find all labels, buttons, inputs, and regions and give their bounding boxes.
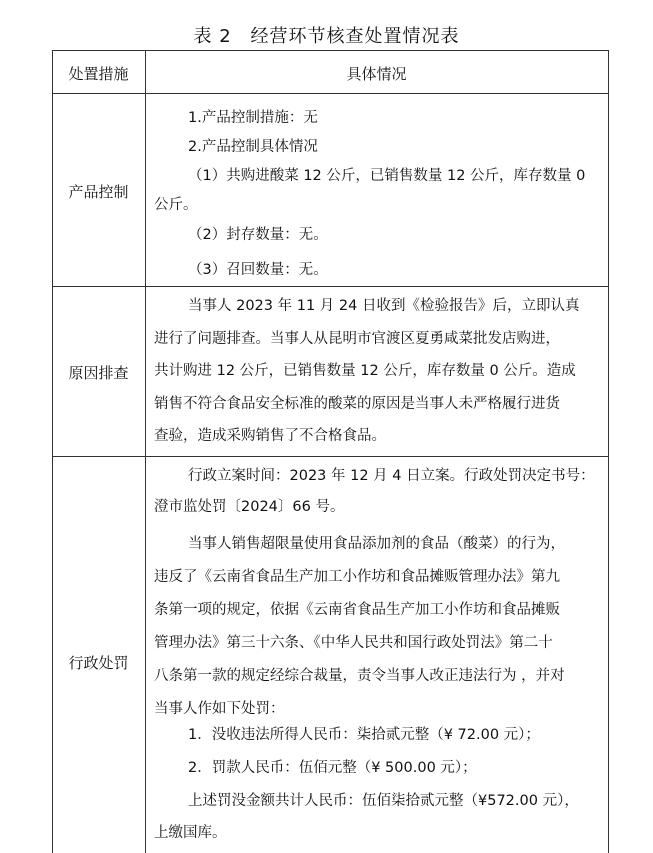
row-label-cause-investigation: 原因排查 bbox=[68, 364, 129, 382]
text-line: 2．罚款人民币：伍佰元整（¥ 500.00 元）； bbox=[188, 760, 477, 776]
text-line: 共计购进 12 公斤，已销售数量 12 公斤，库存数量 0 公斤。造成 bbox=[154, 363, 576, 379]
text-line: 当事人作如下处罚： bbox=[154, 701, 285, 717]
text-line: 上述罚没金额共计人民币：伍佰柒拾贰元整（¥572.00 元）， bbox=[188, 793, 579, 809]
table-name: 经营环节核查处置情况表 bbox=[250, 26, 460, 47]
row-divider-2 bbox=[52, 456, 609, 457]
text-line: 1.产品控制措施：无 bbox=[188, 110, 318, 126]
text-line: 管理办法》第三十六条、《中华人民共和国行政处罚法》第二十 bbox=[154, 635, 553, 651]
text-line: 上缴国库。 bbox=[154, 825, 227, 841]
text-line: （2）封存数量：无。 bbox=[188, 227, 328, 243]
table-number: 表 2 bbox=[193, 26, 232, 47]
text-line: 八条第一款的规定经综合裁量，责令当事人改正违法行为 ，并对 bbox=[154, 668, 565, 684]
text-line: 公斤。 bbox=[154, 197, 198, 213]
column-divider bbox=[145, 50, 146, 853]
row-label-product-control: 产品控制 bbox=[68, 183, 129, 201]
header-measure: 处置措施 bbox=[68, 65, 129, 83]
header-divider bbox=[52, 93, 609, 94]
text-line: 澄市监处罚〔2024〕66 号。 bbox=[154, 499, 345, 515]
text-line: 1．没收违法所得人民币：柒拾贰元整（¥ 72.00 元）； bbox=[188, 727, 540, 743]
text-line: （1）共购进酸菜 12 公斤，已销售数量 12 公斤，库存数量 0 bbox=[188, 168, 586, 184]
text-line: 2.产品控制具体情况 bbox=[188, 139, 318, 155]
table-top-border bbox=[52, 50, 609, 51]
text-line: 当事人 2023 年 11 月 24 日收到《检验报告》后，立即认真 bbox=[188, 298, 580, 314]
text-line: （3）召回数量：无。 bbox=[188, 262, 328, 278]
text-line: 条第一项的规定，依据《云南省食品生产加工小作坊和食品摊贩 bbox=[154, 602, 560, 618]
text-line: 销售不符合食品安全标准的酸菜的原因是当事人未严格履行进货 bbox=[154, 396, 560, 412]
text-line: 违反了《云南省食品生产加工小作坊和食品摊贩管理办法》第九 bbox=[154, 569, 560, 585]
text-line: 行政立案时间：2023 年 12 月 4 日立案。行政处罚决定书号： bbox=[188, 468, 595, 484]
row-label-administrative-penalty: 行政处罚 bbox=[68, 654, 129, 672]
header-details: 具体情况 bbox=[346, 65, 407, 83]
table-title bbox=[0, 22, 653, 48]
table-left-border bbox=[52, 50, 53, 853]
text-line: 进行了问题排查。当事人从昆明市官渡区夏勇咸菜批发店购进， bbox=[154, 331, 560, 347]
text-line: 当事人销售超限量使用食品添加剂的食品（酸菜）的行为， bbox=[188, 536, 565, 552]
text-line: 查验，造成采购销售了不合格食品。 bbox=[154, 428, 386, 444]
row-divider-1 bbox=[52, 286, 609, 287]
